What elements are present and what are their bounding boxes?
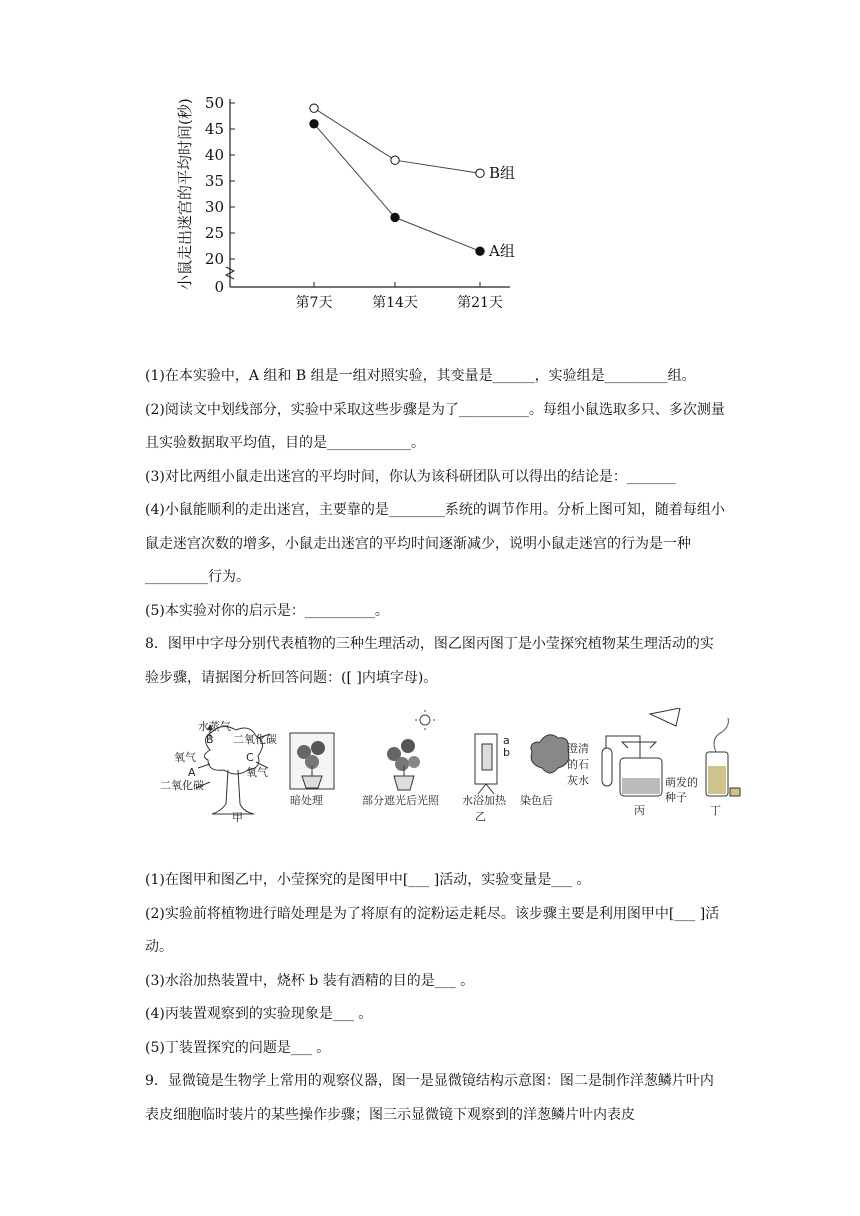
data-point bbox=[310, 104, 318, 112]
label-jia: 甲 bbox=[232, 811, 243, 824]
y-tick-label: 0 bbox=[214, 278, 224, 296]
q7-part-5: (5)本实验对你的启示是：__________。 bbox=[145, 602, 389, 619]
y-tick-label: 30 bbox=[204, 198, 224, 216]
germinating-seeds-jar bbox=[665, 718, 740, 817]
series-line bbox=[314, 124, 480, 251]
label-bing: 丙 bbox=[634, 804, 645, 817]
y-tick-label: 20 bbox=[204, 250, 224, 268]
data-point bbox=[391, 156, 399, 164]
q8-part-5: (5)丁装置探究的问题是___ 。 bbox=[145, 1039, 331, 1056]
y-tick-label: 45 bbox=[204, 120, 224, 138]
y-tick-label: 40 bbox=[204, 146, 224, 164]
dark-treatment-pot bbox=[290, 733, 334, 807]
label-shade: 部分遮光后光照 bbox=[362, 794, 439, 807]
question-7-parts bbox=[145, 360, 725, 695]
label-B: B bbox=[206, 733, 214, 746]
label-bath: 水浴加热 bbox=[462, 794, 506, 807]
label-yi: 乙 bbox=[475, 810, 486, 823]
label-A: A bbox=[188, 766, 196, 779]
series-label: A组 bbox=[489, 242, 515, 261]
maze-time-line-chart bbox=[170, 85, 530, 315]
label-seeds-1: 萌发的 bbox=[665, 776, 698, 789]
label-seeds-2: 种子 bbox=[665, 791, 687, 804]
x-tick-label: 第21天 bbox=[457, 295, 503, 311]
x-tick-label: 第14天 bbox=[372, 295, 418, 311]
q8-part-3: (3)水浴加热装置中，烧杯 b 装有酒精的目的是___ 。 bbox=[145, 972, 475, 989]
y-tick-label: 50 bbox=[204, 94, 224, 112]
limewater-apparatus bbox=[567, 708, 680, 817]
data-point bbox=[391, 213, 399, 221]
label-bath-b: b bbox=[503, 746, 510, 759]
q7-part-1: (1)在本实验中，A 组和 B 组是一组对照实验，其变量是______，实验组是_________组。 bbox=[145, 368, 696, 384]
water-bath-apparatus bbox=[462, 734, 510, 823]
data-point bbox=[310, 120, 318, 128]
label-ding: 丁 bbox=[710, 804, 721, 817]
y-tick-label: 25 bbox=[204, 224, 224, 242]
label-water-vapor: 水蒸气 bbox=[198, 720, 231, 733]
plant-experiment-figure bbox=[150, 708, 750, 833]
label-lime-3: 灰水 bbox=[567, 774, 589, 787]
tree-diagram bbox=[160, 719, 277, 824]
data-point bbox=[476, 247, 484, 255]
series-label: B组 bbox=[489, 164, 516, 183]
label-lime-2: 的石 bbox=[567, 758, 589, 771]
q7-part-4: (4)小鼠能顺利的走出迷宫，主要靠的是________系统的调节作用。分析上图可知，随着每组小鼠走迷宫次数的增多，小鼠走出迷宫的平均时间逐渐减少，说明小鼠走迷宫的行为是一种_________行为。 bbox=[145, 502, 725, 585]
label-stain: 染色后 bbox=[520, 794, 553, 807]
q7-part-2: (2)阅读文中划线部分，实验中采取这些步骤是为了__________。每组小鼠选取多只、多次测量且实验数据取平均值，目的是____________。 bbox=[145, 401, 725, 451]
label-C: C bbox=[246, 751, 254, 764]
y-tick-label: 35 bbox=[204, 172, 224, 190]
stained-leaf bbox=[520, 735, 569, 807]
x-tick-label: 第7天 bbox=[295, 295, 333, 311]
q8-part-4: (4)丙装置观察到的实验现象是___ 。 bbox=[145, 1006, 373, 1022]
q7-part-3: (3)对比两组小鼠走出迷宫的平均时间，你认为该科研团队可以得出的结论是：_______ bbox=[145, 468, 676, 485]
label-dark: 暗处理 bbox=[290, 794, 323, 807]
question-8-parts bbox=[145, 864, 725, 1132]
label-oxygen-left: 氧气 bbox=[174, 751, 196, 764]
data-point bbox=[476, 169, 484, 177]
label-bath-a: a bbox=[503, 734, 510, 747]
axis-break-mark bbox=[226, 267, 234, 279]
q9-intro: 9．显微镜是生物学上常用的观察仪器，图一是显微镜结构示意图：图二是制作洋葱鳞片叶内表皮细胞临时装片的某些操作步骤；图三示显微镜下观察到的洋葱鳞片叶内表皮 bbox=[145, 1073, 714, 1123]
label-oxygen-right: 氧气 bbox=[246, 766, 268, 779]
label-co2-top: 二氧化碳 bbox=[233, 733, 277, 746]
y-axis-label: 小鼠走出迷宫的平均时间(秒) bbox=[176, 98, 194, 290]
label-lime-1: 澄清 bbox=[567, 742, 589, 755]
label-co2-bottom: 二氧化碳 bbox=[160, 779, 204, 792]
partial-shading-pot bbox=[362, 710, 440, 807]
q8-intro: 8．图甲中字母分别代表植物的三种生理活动，图乙图丙图丁是小莹探究植物某生理活动的实验步骤，请据图分析回答问题：([ ]内填字母)。 bbox=[145, 636, 714, 686]
q8-part-2: (2)实验前将植物进行暗处理是为了将原有的淀粉运走耗尽。该步骤主要是利用图甲中[___ ]活动。 bbox=[145, 905, 720, 955]
q8-part-1: (1)在图甲和图乙中，小莹探究的是图甲中[___ ]活动，实验变量是___ 。 bbox=[145, 872, 591, 888]
